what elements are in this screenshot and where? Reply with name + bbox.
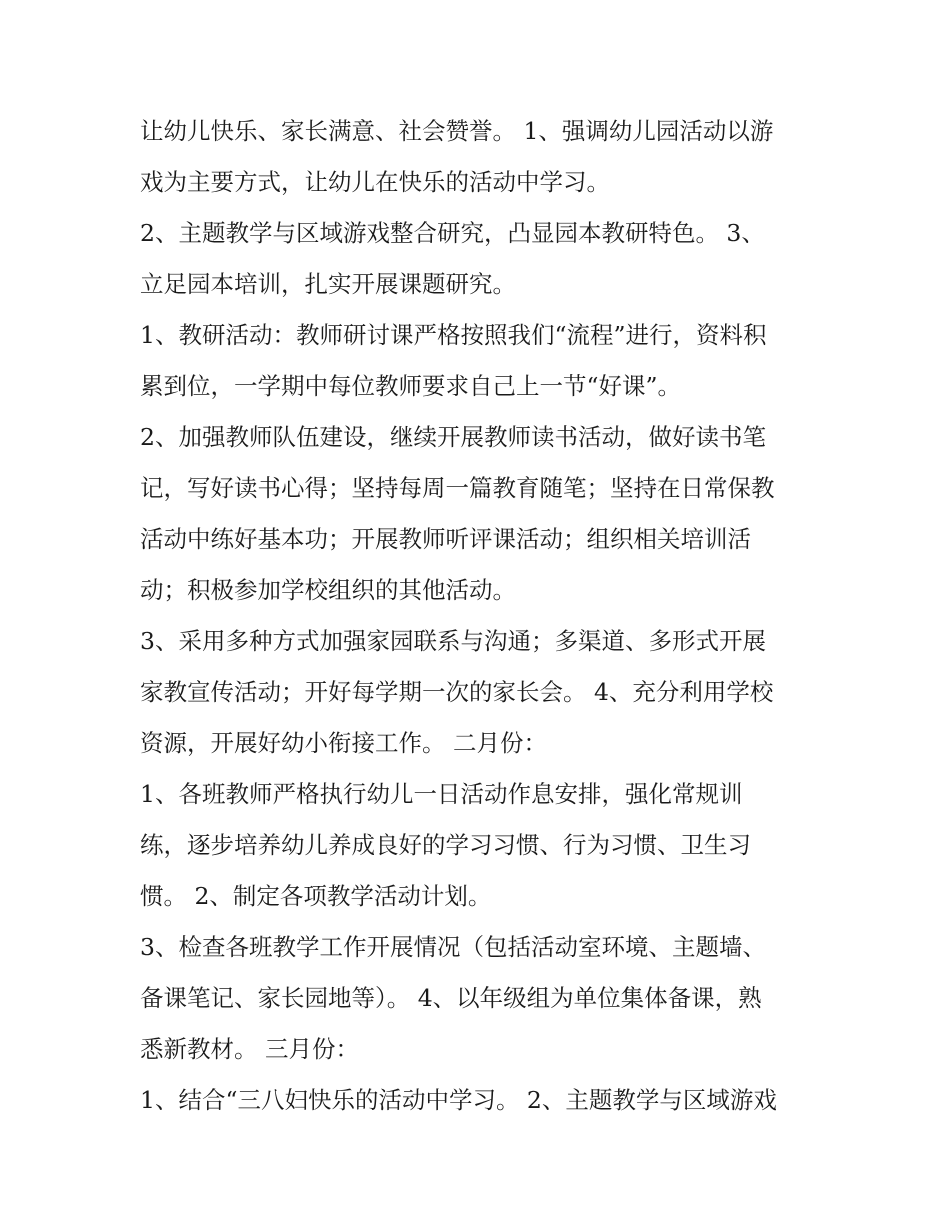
text-line: 动；积极参加学校组织的其他活动。 — [140, 576, 516, 604]
text-line: 记，写好读书心得；坚持每周一篇教育随笔；坚持在日常保教 — [140, 474, 775, 502]
text-line: 备课笔记、家长园地等）。 4、以年级组为单位集体备课，熟 — [140, 984, 762, 1012]
text-line: 悉新教材。 三月份： — [140, 1035, 359, 1063]
text-line: 家教宣传活动；开好每学期一次的家长会。 4、充分利用学校 — [140, 678, 774, 706]
document-body — [140, 106, 830, 1126]
text-line: 练，逐步培养幼儿养成良好的学习习惯、行为习惯、卫生习 — [140, 831, 751, 859]
text-line: 让幼儿快乐、家长满意、社会赞誉。 1、强调幼儿园活动以游 — [140, 117, 774, 145]
text-line: 2、主题教学与区域游戏整合研究，凸显园本教研特色。 3、 — [140, 219, 765, 247]
text-line: 惯。 2、制定各项教学活动计划。 — [140, 882, 492, 910]
text-line: 资源，开展好幼小衔接工作。 二月份： — [140, 729, 547, 757]
text-line: 2、加强教师队伍建设，继续开展教师读书活动，做好读书笔 — [140, 423, 766, 451]
text-line: 1、各班教师严格执行幼儿一日活动作息安排，强化常规训 — [140, 780, 743, 808]
text-line: 累到位，一学期中每位教师要求自己上一节“好课”。 — [140, 372, 682, 400]
text-line: 戏为主要方式，让幼儿在快乐的活动中学习。 — [140, 168, 610, 196]
text-line: 3、检查各班教学工作开展情况（包括活动室环境、主题墙、 — [140, 933, 766, 961]
text-line: 立足园本培训，扎实开展课题研究。 — [140, 270, 516, 298]
text-line: 3、采用多种方式加强家园联系与沟通；多渠道、多形式开展 — [140, 627, 766, 655]
text-line: 活动中练好基本功；开展教师听评课活动；组织相关培训活 — [140, 525, 751, 553]
text-line: 1、结合“三八妇快乐的活动中学习。 2、主题教学与区域游戏 — [140, 1086, 777, 1114]
text-line: 1、教研活动：教师研讨课严格按照我们“流程”进行，资料积 — [140, 321, 767, 349]
